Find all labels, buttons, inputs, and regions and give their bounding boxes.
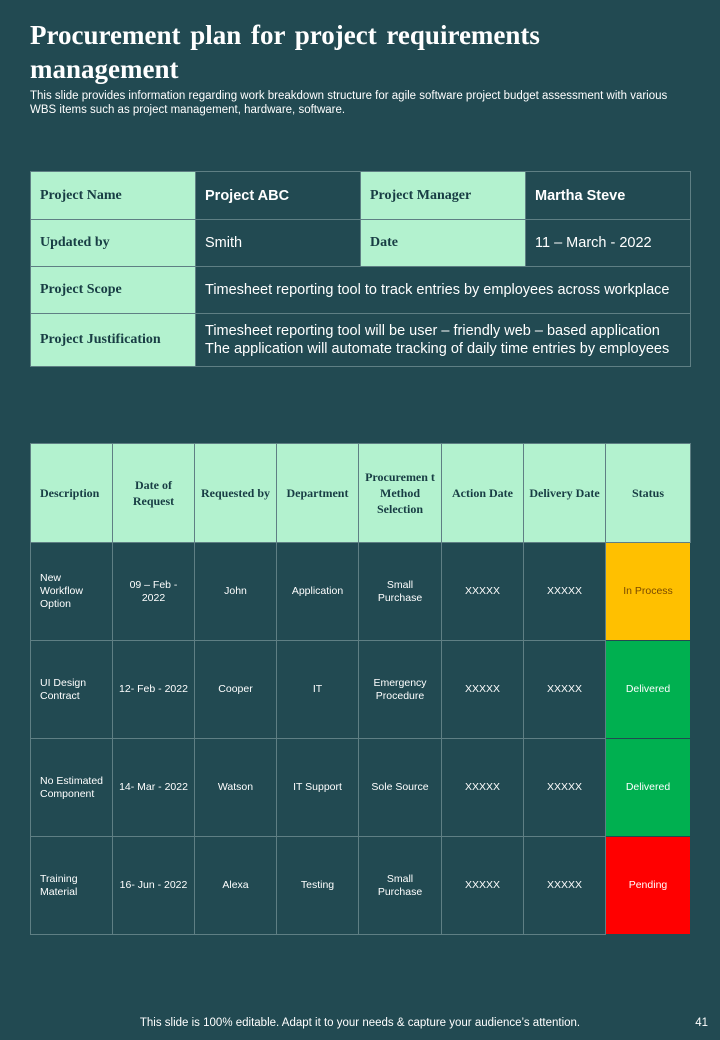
date-label: Date [361, 220, 526, 267]
row-delivery-date: XXXXX [524, 543, 606, 641]
row-description: New Workflow Option [31, 543, 113, 641]
justification-line-1: Timesheet reporting tool will be user – friendly web – based application [205, 323, 660, 339]
table-row [31, 837, 691, 935]
info-row-justification [31, 314, 691, 367]
header-action-date: Action Date [442, 444, 524, 543]
footer-note: This slide is 100% editable. Adapt it to your needs & capture your audience’s attention. [139, 1017, 581, 1029]
status-badge: Pending [606, 837, 691, 935]
row-requested-by: John [195, 543, 277, 641]
header-date-of-request: Date of Request [113, 444, 195, 543]
row-method: Sole Source [359, 739, 442, 837]
row-department: Application [277, 543, 359, 641]
row-action-date: XXXXX [442, 739, 524, 837]
project-name-value: Project ABC [196, 172, 361, 220]
status-badge: Delivered [606, 641, 691, 739]
row-description: No Estimated Component [31, 739, 113, 837]
project-manager-value: Martha Steve [526, 172, 691, 220]
updated-by-label: Updated by [31, 220, 196, 267]
row-requested-by: Watson [195, 739, 277, 837]
row-requested-by: Alexa [195, 837, 277, 935]
row-action-date: XXXXX [442, 837, 524, 935]
row-delivery-date: XXXXX [524, 641, 606, 739]
row-date: 09 – Feb - 2022 [113, 543, 195, 641]
row-action-date: XXXXX [442, 543, 524, 641]
justification-line-2: The application will automate tracking of daily time entries by employees [205, 341, 670, 357]
info-row-name [31, 172, 691, 220]
row-method: Small Purchase [359, 837, 442, 935]
project-scope-value: Timesheet reporting tool to track entries by employees across workplace [196, 267, 691, 314]
header-status: Status [606, 444, 691, 543]
row-date: 16- Jun - 2022 [113, 837, 195, 935]
info-row-updated [31, 220, 691, 267]
header-requested-by: Requested by [195, 444, 277, 543]
row-department: IT Support [277, 739, 359, 837]
project-justification-label: Project Justification [31, 314, 196, 367]
row-action-date: XXXXX [442, 641, 524, 739]
header-description: Description [31, 444, 113, 543]
page-number: 41 [695, 1017, 708, 1029]
project-info-table [30, 171, 691, 367]
table-row [31, 739, 691, 837]
row-date: 14- Mar - 2022 [113, 739, 195, 837]
page-subtitle: This slide provides information regarding work breakdown structure for agile software project budget assessment with various WBS items such as project management, hardware, software. [30, 90, 668, 116]
row-requested-by: Cooper [195, 641, 277, 739]
header-delivery-date: Delivery Date [524, 444, 606, 543]
procurement-table [30, 443, 691, 935]
updated-by-value: Smith [196, 220, 361, 267]
header-procurement-method: Procuremen t Method Selection [359, 444, 442, 543]
table-row [31, 641, 691, 739]
procurement-header-row [31, 444, 691, 543]
row-method: Emergency Procedure [359, 641, 442, 739]
row-delivery-date: XXXXX [524, 837, 606, 935]
status-badge: In Process [606, 543, 691, 641]
project-justification-value [196, 314, 691, 367]
row-department: Testing [277, 837, 359, 935]
project-manager-label: Project Manager [361, 172, 526, 220]
page-title: Procurement plan for project requirements management [30, 20, 540, 84]
row-description: Training Material [31, 837, 113, 935]
header-department: Department [277, 444, 359, 543]
status-badge: Delivered [606, 739, 691, 837]
row-department: IT [277, 641, 359, 739]
row-delivery-date: XXXXX [524, 739, 606, 837]
table-row [31, 543, 691, 641]
row-date: 12- Feb - 2022 [113, 641, 195, 739]
project-name-label: Project Name [31, 172, 196, 220]
row-method: Small Purchase [359, 543, 442, 641]
row-description: UI Design Contract [31, 641, 113, 739]
project-scope-label: Project Scope [31, 267, 196, 314]
date-value: 11 – March - 2022 [526, 220, 691, 267]
info-row-scope [31, 267, 691, 314]
